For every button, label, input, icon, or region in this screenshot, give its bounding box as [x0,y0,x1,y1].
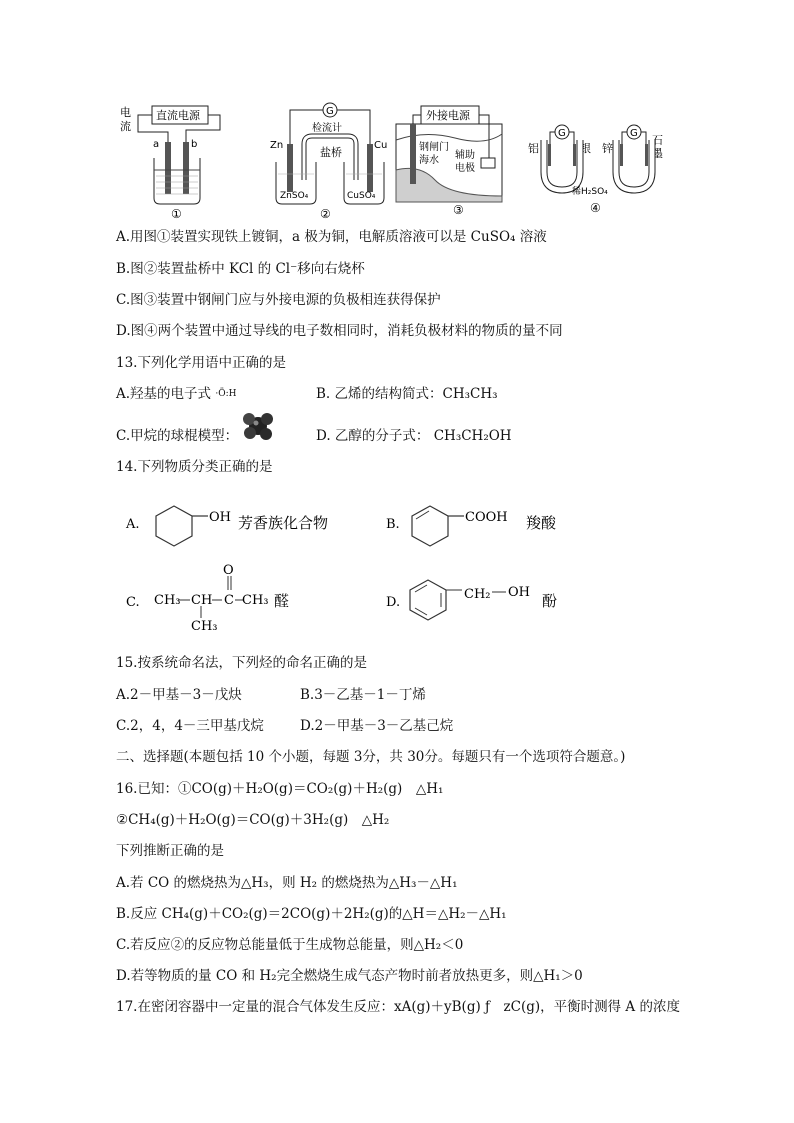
q14-c-ch3-a: CH₃ [154,593,181,608]
q14-a-letter: A. [126,517,140,532]
q16-option-c: C.若反应②的反应物总能量低于生成物总能量，则△H₂＜0 [116,937,464,953]
figure-1-electrode-b: b [191,139,198,150]
q12-option-d: D.图④两个装置中通过导线的电子数相同时，消耗负极材料的物质的量不同 [116,323,563,339]
q14-d-oh: OH [508,585,530,600]
figure-1-number: ① [171,207,182,220]
q16-stem-2: ②CH₄(g)＋H₂O(g)＝CO(g)＋3H₂(g) △H₂ [116,812,390,828]
figure-3-source: 外接电源 [426,109,470,122]
q13-option-a [116,385,236,403]
figure-4-meter-right: G [630,128,638,139]
q14-d-letter: D. [386,595,401,610]
q14-c-ch: CH [191,593,213,608]
figure-3-water: 海水 [419,155,439,166]
figure-2-meter-label: 检流计 [312,123,342,134]
figure-2-number: ② [320,207,331,220]
q14-b-letter: B. [386,517,400,532]
figure-2-right-electrode: Cu [374,140,388,151]
q13-option-a-text: A.羟基的电子式 [116,386,212,402]
figure-2-salt-bridge: 盐桥 [320,146,342,159]
figure-4-zinc: 锌 [602,142,613,155]
q16-stem-1: 16.已知：①CO(g)＋H₂O(g)＝CO₂(g)＋H₂(g) △H₁ [116,781,444,797]
figure-4-aluminium: 铝 [528,142,539,155]
q17-stem: 17.在密闭容器中一定量的混合气体发生反应：xA(g)＋yB(g) ƒ zC(g)，平衡时测得 A 的浓度 [116,999,680,1015]
q13-option-c-text: C.甲烷的球棍模型： [116,428,239,444]
q14-a-group: OH [209,510,231,525]
figure-2-right-solution: CuSO₄ [347,191,376,201]
q16-option-d: D.若等物质的量 CO 和 H₂完全燃烧生成气态产物时前者放热更多，则△H₁＞0 [116,968,583,984]
q14-b-ring [412,506,448,546]
figure-4-acid: 稀H₂SO₄ [572,187,608,197]
methane-ball-stick-model [241,411,275,441]
figure-1-electroplating [116,100,221,220]
q13-stem: 13.下列化学用语中正确的是 [116,355,286,371]
figure-2-left-electrode: Zn [270,140,284,151]
figure-2-galvanic-cell [268,100,393,220]
figure-1-source: 直流电源 [156,109,200,122]
q14-stem: 14.下列物质分类正确的是 [116,459,273,475]
q14-b-class: 羧酸 [526,514,557,532]
q15-option-c: C.2，4，4－三甲基戊烷 [116,718,264,734]
q15-option-a: A.2－甲基－3－戊炔 [116,687,242,703]
figure-3-gate: 钢闸门 [419,142,449,153]
figure-1-side-label-1: 电 [120,106,131,119]
q15-option-d: D.2－甲基－3－乙基己烷 [300,718,454,734]
section-2-heading: 二、选择题(本题包括 10 个小题，每题 3分，共 30分。每题只有一个选项符合题意。) [116,749,626,765]
q14-d-class: 酚 [542,592,558,610]
q15-stem: 15.按系统命名法，下列烃的命名正确的是 [116,655,367,671]
q13-option-a-formula: ·Ö:H [215,389,237,399]
figure-2-meter-G: G [326,106,334,117]
figure-4-meter-left: G [558,128,566,139]
figure-4-silver: 银 [580,142,591,155]
q16-stem-3: 下列推断正确的是 [116,843,224,859]
q13-option-d: D. 乙醇的分子式： CH₃CH₂OH [316,428,512,444]
q14-c-ch3-c: CH₃ [191,619,218,634]
q14-b-group: COOH [465,510,508,525]
q14-c-letter: C. [126,595,140,610]
q14-structures-panel [116,486,566,636]
q16-option-a: A.若 CO 的燃烧热为△H₃，则 H₂ 的燃烧热为△H₃－△H₁ [116,875,458,891]
q15-option-b: B.3－乙基－1－丁烯 [300,687,426,703]
figure-3-number: ③ [453,203,464,217]
q12-option-a: A.用图①装置实现铁上镀铜，a 极为铜，电解质溶液可以是 CuSO₄ 溶液 [116,229,547,245]
q16-option-b: B.反应 CH₄(g)＋CO₂(g)＝2CO(g)＋2H₂(g)的△H＝△H₂－△H₁ [116,906,507,922]
q12-option-b: B.图②装置盐桥中 KCl 的 Cl⁻移向右烧杯 [116,261,365,277]
q14-a-ring [156,506,192,546]
q13-option-b: B. 乙烯的结构简式：CH₃CH₃ [316,386,498,402]
figure-1-side-label-2: 流 [120,120,131,133]
figure-2-left-solution: ZnSO₄ [280,191,309,201]
q14-c-c: C [224,593,234,608]
figure-3-sacrificial-protection [395,100,505,220]
figure-3-aux-1: 辅助 [455,150,475,161]
q14-a-class: 芳香族化合物 [238,514,329,532]
q14-c-oxygen: O [223,563,234,578]
figure-3-aux-2: 电极 [455,163,475,174]
q13-option-c [116,427,238,445]
q14-d-ch2: CH₂ [464,587,491,602]
figure-4-graphite-1: 石 [652,134,663,147]
q14-c-ch3-b: CH₃ [242,593,269,608]
q14-c-class: 醛 [274,592,290,610]
figure-1-electrode-a: a [153,139,160,150]
figure-4-number: ④ [590,201,601,215]
figure-4-u-tubes [526,100,666,220]
q12-option-c: C.图③装置中钢闸门应与外接电源的负极相连获得保护 [116,292,441,308]
figure-4-graphite-2: 墨 [652,147,663,160]
